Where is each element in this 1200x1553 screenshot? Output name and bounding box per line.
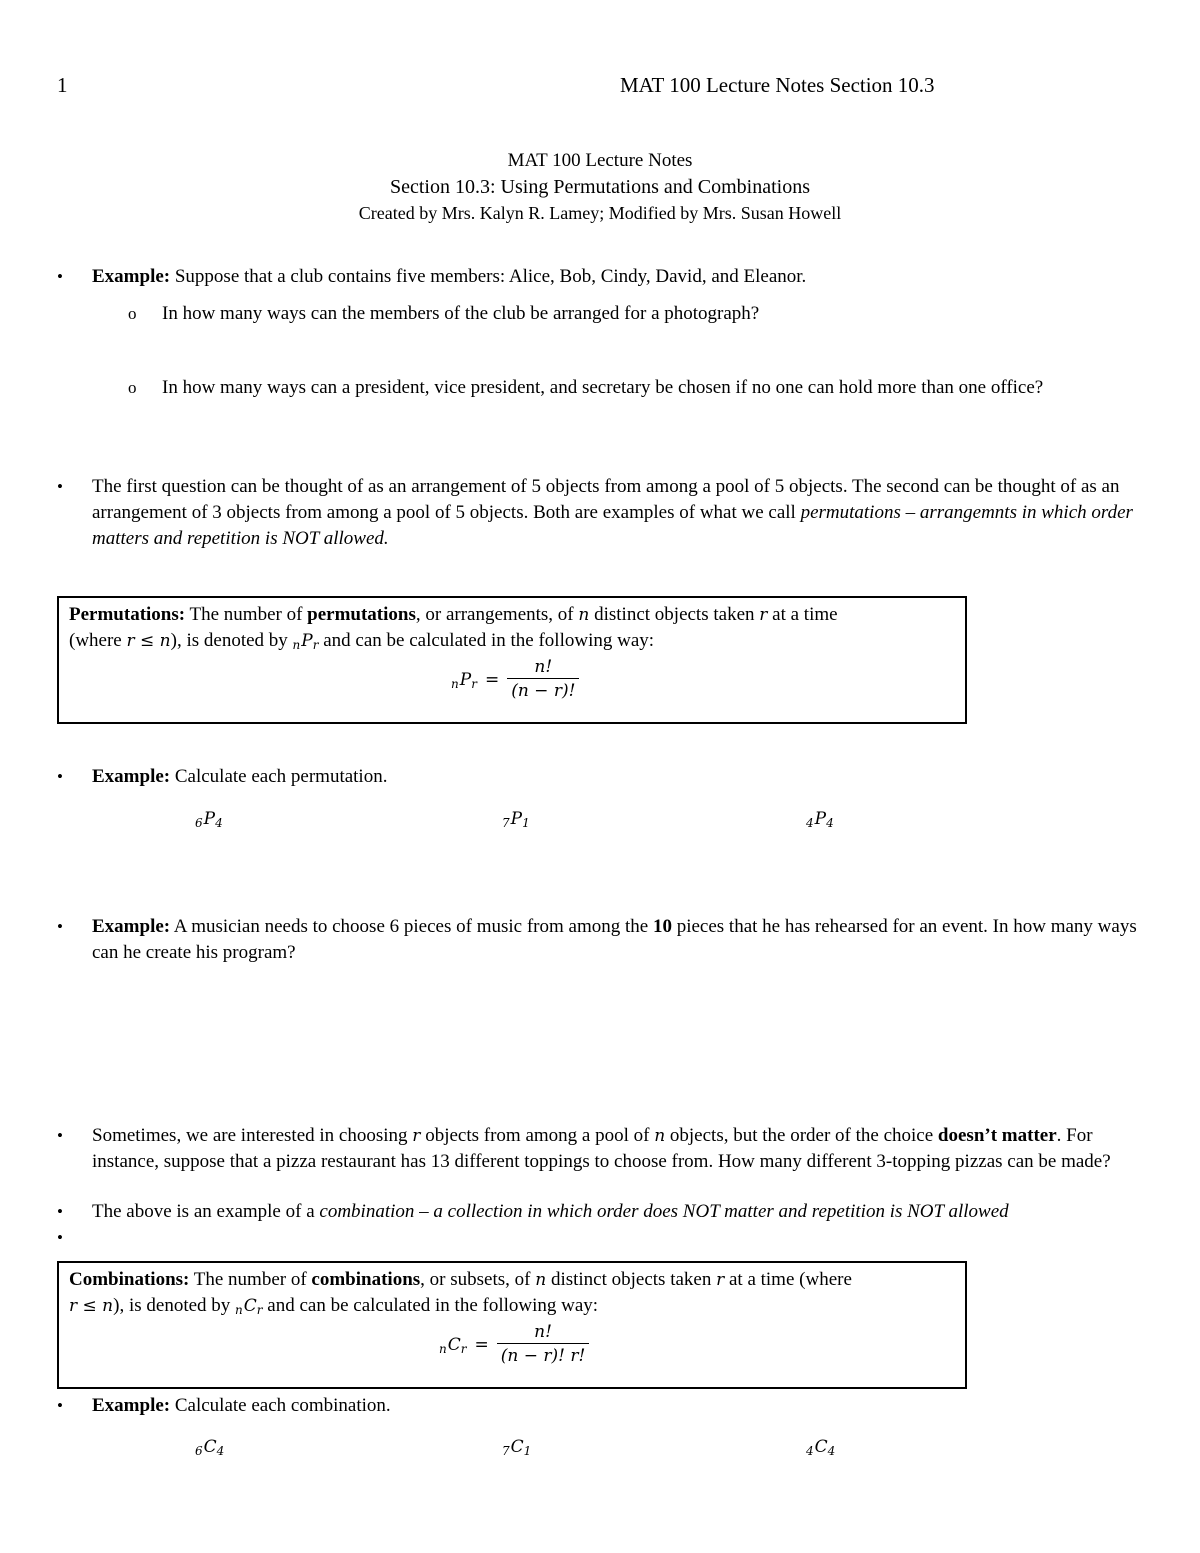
running-header: MAT 100 Lecture Notes Section 10.3 xyxy=(620,73,935,97)
example-perm-text: Example: Calculate each permutation. xyxy=(92,766,388,787)
perm-intro-text: The first question can be thought of as an arrangement of 5 objects from among a pool of 5 objects. The second can be thought of as an arrangement of 3 objects from among a pool of 5 objects. Both are examples of what we call permutations – arrangemnts in which order matters and repetition is NOT allowed. xyxy=(92,476,1133,549)
comb-def-text: The above is an example of a combination – a collection in which order does NOT matter and repetition is NOT allowed xyxy=(92,1201,1009,1222)
perm-def-line1: Permutations: The number of permutations, or arrangements, of n distinct objects taken r at a time xyxy=(69,604,838,625)
comb-item-7c1: $_7C_1$ xyxy=(502,1437,532,1458)
question-officers: In how many ways can a president, vice president, and secretary be chosen if no one can hold more than one office? xyxy=(162,377,1044,398)
sub-bullet-marker: o xyxy=(128,304,137,323)
section-title: Section 10.3: Using Permutations and Combinations xyxy=(390,176,810,198)
example-music-text: Example: A musician needs to choose 6 pieces of music from among the 10 pieces that he has rehearsed for an event. In how many ways can he create his program? xyxy=(92,916,1137,963)
example-club-text: Example: Suppose that a club contains five members: Alice, Bob, Cindy, David, and Eleanor. xyxy=(92,266,807,287)
author-line: Created by Mrs. Kalyn R. Lamey; Modified by Mrs. Susan Howell xyxy=(358,203,842,223)
page-number: 1 xyxy=(57,73,68,97)
course-title: MAT 100 Lecture Notes xyxy=(507,150,693,171)
sub-bullet-marker: o xyxy=(128,378,137,397)
comb-def-line2: r ≤ n), is denoted by $_nC_r$ and can be calculated in the following way: xyxy=(69,1295,599,1317)
perm-item-7p1: $_7P_1$ xyxy=(502,809,530,830)
comb-intro-text: Sometimes, we are interested in choosing r objects from among a pool of n objects, but the order of the choice doesn’t matter. For instance, suppose that a pizza restaurant has 13 different toppings to choose from. How many different 3-topping pizzas can be made? xyxy=(92,1125,1111,1172)
perm-item-6p4: $_6P_4$ xyxy=(195,809,223,830)
permutation-formula: $_nP_r$ = $\frac{n!}{(n - r)!}$ xyxy=(451,656,579,703)
permutations-definition-box xyxy=(57,596,967,724)
comb-item-6c4: $_6C_4$ xyxy=(195,1437,225,1458)
perm-item-4p4: $_4P_4$ xyxy=(806,809,834,830)
example-comb-text: Example: Calculate each combination. xyxy=(92,1395,391,1416)
title-block xyxy=(0,148,1200,226)
comb-item-4c4: $_4C_4$ xyxy=(806,1437,836,1458)
perm-def-line2: (where r ≤ n), is denoted by $_nP_r$ and can be calculated in the following way: xyxy=(69,630,655,652)
comb-def-line1: Combinations: The number of combinations, or subsets, of n distinct objects taken r at a time (where xyxy=(69,1269,852,1290)
combination-formula: $_nC_r$ = $\frac{n!}{(n - r)! r!}$ xyxy=(439,1321,589,1368)
question-photograph: In how many ways can the members of the club be arranged for a photograph? xyxy=(162,303,760,324)
combinations-definition-box xyxy=(57,1261,967,1389)
